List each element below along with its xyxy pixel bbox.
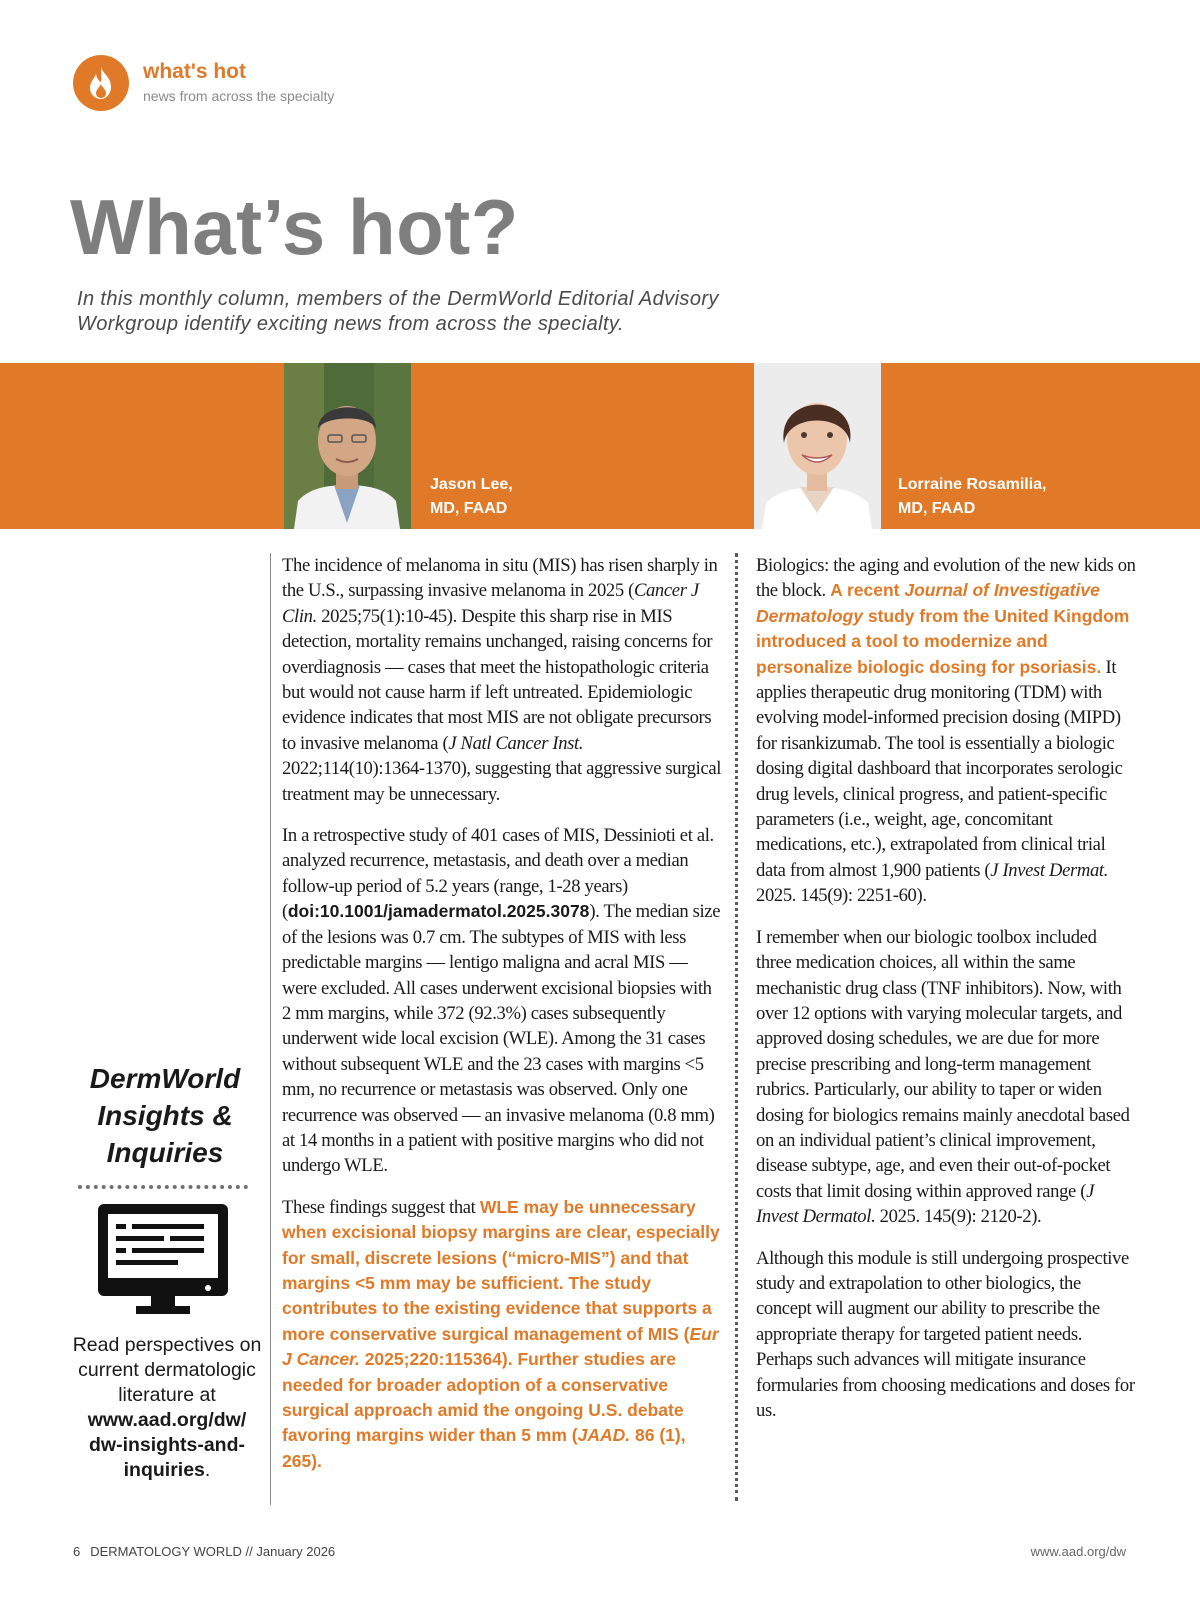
author-name-2-line1: Lorraine Rosamilia, [898,476,1047,493]
author-name-1-line1: Jason Lee, [430,476,513,493]
citation: J Invest Dermatol. [756,1180,1094,1228]
footer-url[interactable]: www.aad.org/dw [1030,1544,1126,1559]
sidebar-link-part1[interactable]: www.aad.org/dw/ [87,1409,247,1431]
citation: Journal of Investigative Dermatology [756,580,1100,626]
text: 2025. 145(9): 2120-2). [875,1206,1042,1228]
section-subtitle: news from across the specialty [143,88,335,104]
text: A recent [830,580,905,601]
text: These findings suggest that [282,1196,480,1218]
paragraph [756,553,1136,909]
sidebar-link-part3[interactable]: inquiries [123,1459,205,1481]
intro-text: In this monthly column, members of the DermWorld Editorial Advisory Workgroup identify exciting news from across the specialty. [77,288,719,335]
text: 2025;220:115364). Further studies are needed for broader adoption of a conservative surgical approach amid the ongoing U.S. debate favoring margins wider than 5 mm ( [282,1349,684,1446]
page-number: 6 [73,1544,81,1559]
text: 86 (1), 265). [282,1425,686,1471]
sidebar-description: Read perspectives on current dermatologic literature at [72,1334,262,1406]
text: 2025;75(1):10-45). Despite this sharp rise in MIS detection, mortality remains unchanged, raising concerns for overdiagnosis — cases that meet the histopathologic criteria but would not cause harm if left untreated. Epidemiologic evidence indicates that most MIS are not obligate precursors to invasive melanoma ( [282,605,713,754]
paragraph [282,553,722,807]
article-column-1 [282,553,722,1490]
paragraph [282,823,722,1179]
publication-name: DERMATOLOGY WORLD // January 2026 [90,1544,336,1559]
text: The incidence of melanoma in situ (MIS) has risen sharply in the U.S., surpassing invasive melanoma in 2025 ( [282,555,718,602]
text: Biologics: the aging and evolution of the new kids on the block. [756,555,1136,602]
sidebar-title: DermWorld Insights & Inquiries [89,1063,241,1168]
author-photo-jason-lee [284,363,411,529]
paragraph: Although this module is still undergoing prospective study and extrapolation to other biologics, the concept will augment our ability to prescribe the appropriate therapy for targeted patient needs. Perhaps such advances will mitigate insurance formularies from choosing medications and doses for us. [756,1247,1135,1421]
citation: J Invest Dermat. [990,859,1109,881]
paragraph [756,925,1136,1230]
citation: Cancer J Clin. [282,580,699,627]
section-title: what's hot [143,60,246,83]
sidebar-text: Read perspectives on current dermatologic literature at www.aad.org/dw/ dw-insights-and- inquiries. [72,1334,262,1481]
sidebar-divider [78,1185,248,1189]
article-column-2 [756,553,1136,1439]
text: WLE may be unnecessary when excisional biopsy margins are clear, especially for small, discrete lesions (“micro-MIS”) and that margins <5 mm may be sufficient. The study contributes to the existing evidence that supports a more conservative surgical management of MIS ( [282,1196,720,1344]
text: In a retrospective study of 401 cases of MIS, Dessinioti et al. analyzed recurrence, metastasis, and death over a median follow-up period of 5.2 years (range, 1-28 years) ( [282,825,714,923]
author-name-1-line2: MD, FAAD [430,500,508,517]
doi-link[interactable]: doi:10.1001/jamadermatol.2025.3078 [287,901,590,922]
citation: J Natl Cancer Inst. [448,732,584,754]
text: I remember when our biologic toolbox included three medication choices, all within the same mechanistic drug class (TNF inhibitors). Now, with over 12 options with varying molecular targets, and approved dosing schedules, we are due for more precise prescribing and long-term management rubrics. Particularly, our ability to taper or widen dosing for biologics remains mainly anecdotal based on an individual patient’s clinical improvement, disease subtype, age, and even their out-of-pocket costs that limit dosing within approved range ( [756,926,1130,1202]
text: It applies therapeutic drug monitoring (TDM) with evolving model-informed precision dosing (MIPD) for risankizumab. The tool is essentially a biologic dosing digital dashboard that incorporates serologic drug levels, clinical progress, and patient-specific parameters (i.e., weight, age, concomitant medications, etc.), extrapolated from clinical trial data from almost 1,900 patients ( [756,656,1123,881]
column-divider-dotted [735,553,738,1501]
text: 2022;114(10):1364-1370), suggesting that aggressive surgical treatment may be unnecessary. [282,758,722,805]
footer-left [73,1544,335,1559]
page-title: What’s hot? [70,183,519,271]
highlight-text [282,1197,720,1471]
section-badge [73,55,129,111]
flame-icon [84,65,118,101]
citation: Eur J Cancer. [282,1323,719,1370]
paragraph [282,1195,722,1474]
column-rule [270,553,271,1505]
monitor-icon [96,1202,230,1323]
citation: JAAD. [577,1425,631,1446]
text: ). The median size of the lesions was 0.7 cm. The subtypes of MIS with less predictable margins — lentigo maligna and acral MIS — were excluded. All cases underwent excisional biopsies with 2 mm margins, while 372 (92.3%) cases subsequently underwent wide local excision (WLE). Among the 31 cases without subsequent WLE and the 23 cases with margins <5 mm, no recurrence or metastasis was observed. Only one recurrence was observed — an invasive melanoma (0.8 mm) at 14 months in a patient with positive margins who did not undergo WLE. [282,901,721,1177]
author-name-2 [898,473,1047,521]
text: study from the United Kingdom introduced a tool to modernize and personalize biologic dosing for psoriasis. [756,605,1130,677]
text: 2025. 145(9): 2251-60). [756,885,927,907]
author-photo-lorraine-rosamilia [754,363,881,529]
sidebar-link-part2[interactable]: dw-insights-and- [89,1434,245,1456]
author-name-1 [430,473,513,521]
author-name-2-line2: MD, FAAD [898,500,976,517]
